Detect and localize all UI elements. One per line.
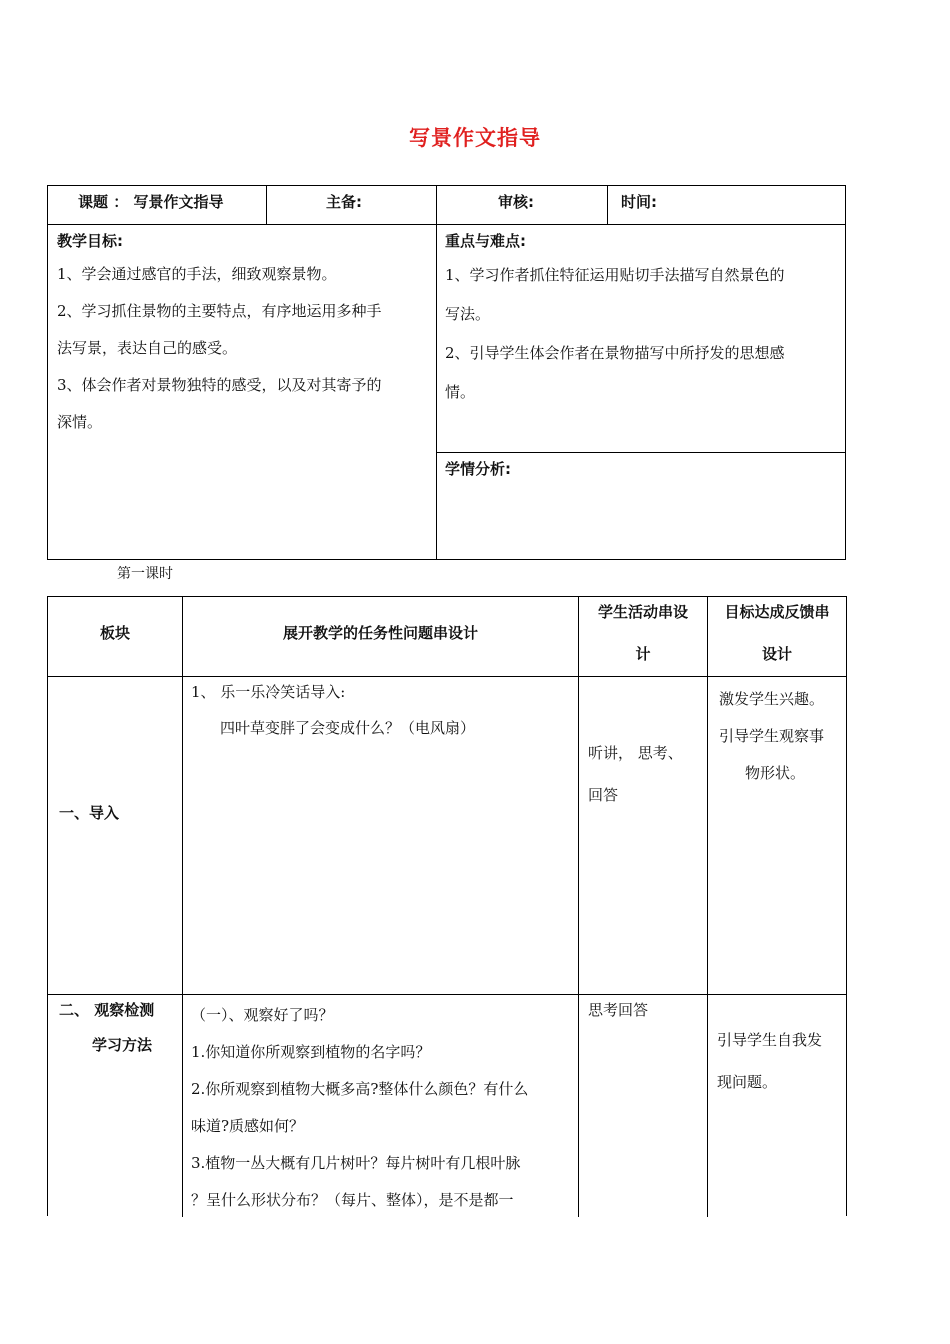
feedback-line: 引导学生自我发 [717,1031,823,1049]
divider [48,224,846,225]
task-line: ？呈什么形状分布？（每片、整体），是不是都一 [191,1191,514,1209]
task-line: 1、 乐一乐冷笑话导入: [191,683,346,701]
divider [182,597,183,1217]
activity-line: 思考回答 [588,1001,649,1019]
task-cell [191,997,576,1219]
header-student-activity: 学生活动串设 [597,603,688,621]
analysis-heading: 学情分析: [445,460,511,478]
goal-line: 1、学会通过感官的手法，细致观察景物。 [57,265,337,283]
task-line: （一）、观察好了吗？ [191,1006,334,1024]
key-point-line: 写法。 [445,305,491,323]
key-points-list [445,256,843,412]
goal-line: 法写景，表达自己的感受。 [57,339,238,357]
goal-line: 3、体会作者对景物独特的感受，以及对其寄予的 [57,376,382,394]
goals-heading: 教学目标: [57,232,123,250]
header-student-activity-cont: 计 [635,645,651,663]
task-line: 1.你知道你所观察到植物的名字吗？ [191,1043,431,1061]
page-title: 写景作文指导 [409,126,541,150]
key-point-line: 2、引导学生体会作者在景物描写中所抒发的思想感 [445,344,785,362]
preparer-label: 主备: [326,193,362,211]
feedback-line: 激发学生兴趣。 [719,690,825,708]
task-line: 2.你所观察到植物大概多高?整体什么颜色？有什么 [191,1080,529,1098]
divider [48,994,846,995]
feedback-cell [717,1019,822,1103]
task-line: 四叶草变胖了会变成什么？（电风扇） [220,719,476,737]
goal-line: 深情。 [57,413,103,431]
task-line: 味道?质感如何？ [191,1117,305,1135]
section-observe: 二、 观察检测 [59,1001,155,1019]
lesson-info-table [47,185,846,560]
key-point-line: 情。 [445,383,476,401]
key-point-line: 1、学习作者抓住特征运用贴切手法描写自然景色的 [445,266,785,284]
divider [707,597,708,1217]
goal-line: 2、学习抓住景物的主要特点，有序地运用多种手 [57,302,382,320]
lesson-caption: 第一课时 [117,566,173,582]
header-task-design: 展开教学的任务性问题串设计 [282,624,478,642]
header-feedback: 目标达成反馈串 [724,603,830,621]
time-label: 时间: [621,193,657,211]
section-intro: 一、导入 [59,804,120,822]
lesson-plan-table [47,596,847,1216]
divider [436,186,437,560]
divider [48,676,846,677]
feedback-line: 现问题。 [717,1073,778,1091]
activity-line: 听讲， 思考、 [588,744,683,762]
header-feedback-cont: 设计 [761,645,792,663]
section-observe-cont: 学习方法 [92,1036,153,1054]
divider [578,597,579,1217]
divider [436,452,846,453]
goals-list [57,256,432,441]
topic-label: 课题 ： 写景作文指导 [78,193,224,211]
activity-cell [588,732,683,816]
header-section: 板块 [99,624,130,642]
divider [607,186,608,224]
feedback-line: 物形状。 [745,764,806,782]
reviewer-label: 审核: [498,193,534,211]
feedback-cell [719,681,824,792]
divider [266,186,267,224]
task-line: 3.植物一丛大概有几片树叶？每片树叶有几根叶脉 [191,1154,521,1172]
feedback-line: 引导学生观察事 [719,727,825,745]
activity-line: 回答 [588,786,619,804]
key-points-heading: 重点与难点: [445,232,526,250]
